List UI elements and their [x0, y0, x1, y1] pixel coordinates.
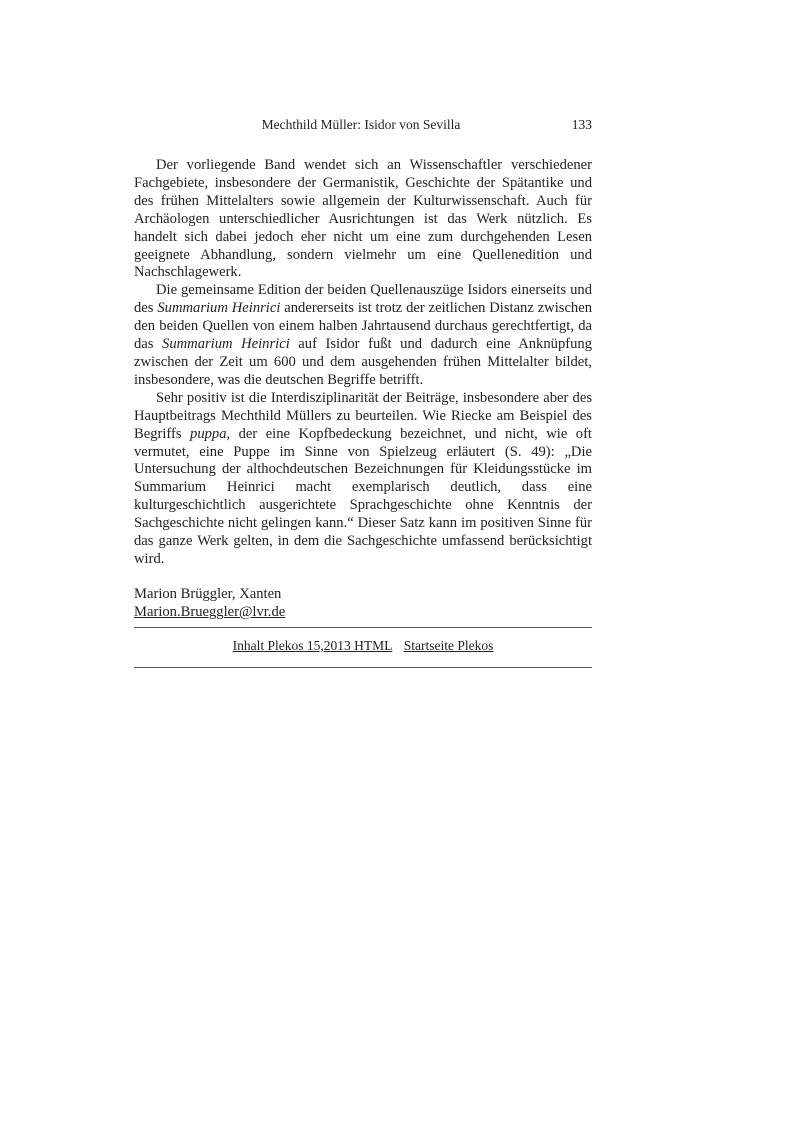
italic-title: Summarium Heinrici [157, 300, 281, 317]
paragraph [134, 390, 592, 569]
text-segment: auf Isidor fußt und dadurch eine Anknüpfung zwischen der Zeit um 600 und dem ausgehenden frühen Mittelalter bildet, insbesondere, was die deutschen Begriffe betrifft. [134, 336, 592, 388]
document-page [134, 116, 592, 668]
text-segment: Der vorliegende Band wendet sich an Wissenschaftler verschiedener Fachgebiete, insbesondere der Germanistik, Geschichte der Spätantike und des frühen Mittelalters sowie allgemein der Kulturwissenschaft. Auch für Archäologen unterschiedlicher Ausrichtungen ist das Werk nützlich. Es handelt sich dabei jedoch eher nicht um eine zum durchgehenden Lesen geeignete Abhandlung, sondern vielmehr um eine Quellenedition und Nachschlagewerk. [134, 157, 592, 281]
italic-term: puppa [190, 425, 227, 442]
divider [134, 667, 592, 668]
reviewer-signature [134, 586, 592, 622]
text-segment: Sehr positiv ist die Interdisziplinarität der Beiträge, insbesondere aber des Hauptbeitrags Mechthild Müllers zu beurteilen. Wie Riecke am Beispiel des Begriffs [134, 389, 592, 442]
running-title: Mechthild Müller: Isidor von Sevilla [261, 117, 461, 132]
running-header [134, 116, 592, 134]
footer-nav [134, 628, 592, 667]
page-number: 133 [571, 117, 592, 132]
reviewer-name-place: Marion Brüggler, Xanten [134, 585, 282, 602]
plekos-contents-link[interactable]: Inhalt Plekos 15,2013 HTML [232, 637, 393, 653]
plekos-home-link[interactable]: Startseite Plekos [403, 637, 494, 653]
review-body [134, 157, 592, 569]
paragraph [134, 282, 592, 389]
paragraph [134, 157, 592, 282]
text-segment: andererseits ist trotz der zeitlichen Distanz zwischen den beiden Quellen von einem halben Jahrtausend durchaus gerechtfertigt, da das [134, 300, 593, 353]
italic-title: Summarium Heinrici [162, 336, 290, 353]
text-segment: , der eine Kopfbedeckung bezeichnet, und nicht, wie oft vermutet, eine Puppe im Sinne von Spielzeug erläutert (S. 49): „Die Untersuchung der althochdeutschen Bezeichnungen für Kleidungsstücke im Summarium Heinrici macht exemplarisch deutlich, dass eine kulturgeschichtlich ausgerichtete Sprachgeschichte ohne Kenntnis der Sachgeschichte nicht gelingen kann.“ Dieser Satz kann im positiven Sinne für das ganze Werk gelten, in dem die Sachgeschichte umfassend berücksichtigt wird. [134, 425, 592, 567]
reviewer-email-link[interactable]: Marion.Brueggler@lvr.de [134, 603, 286, 620]
text-segment: Die gemeinsame Edition der beiden Quellenauszüge Isidors einerseits und des [134, 282, 592, 317]
